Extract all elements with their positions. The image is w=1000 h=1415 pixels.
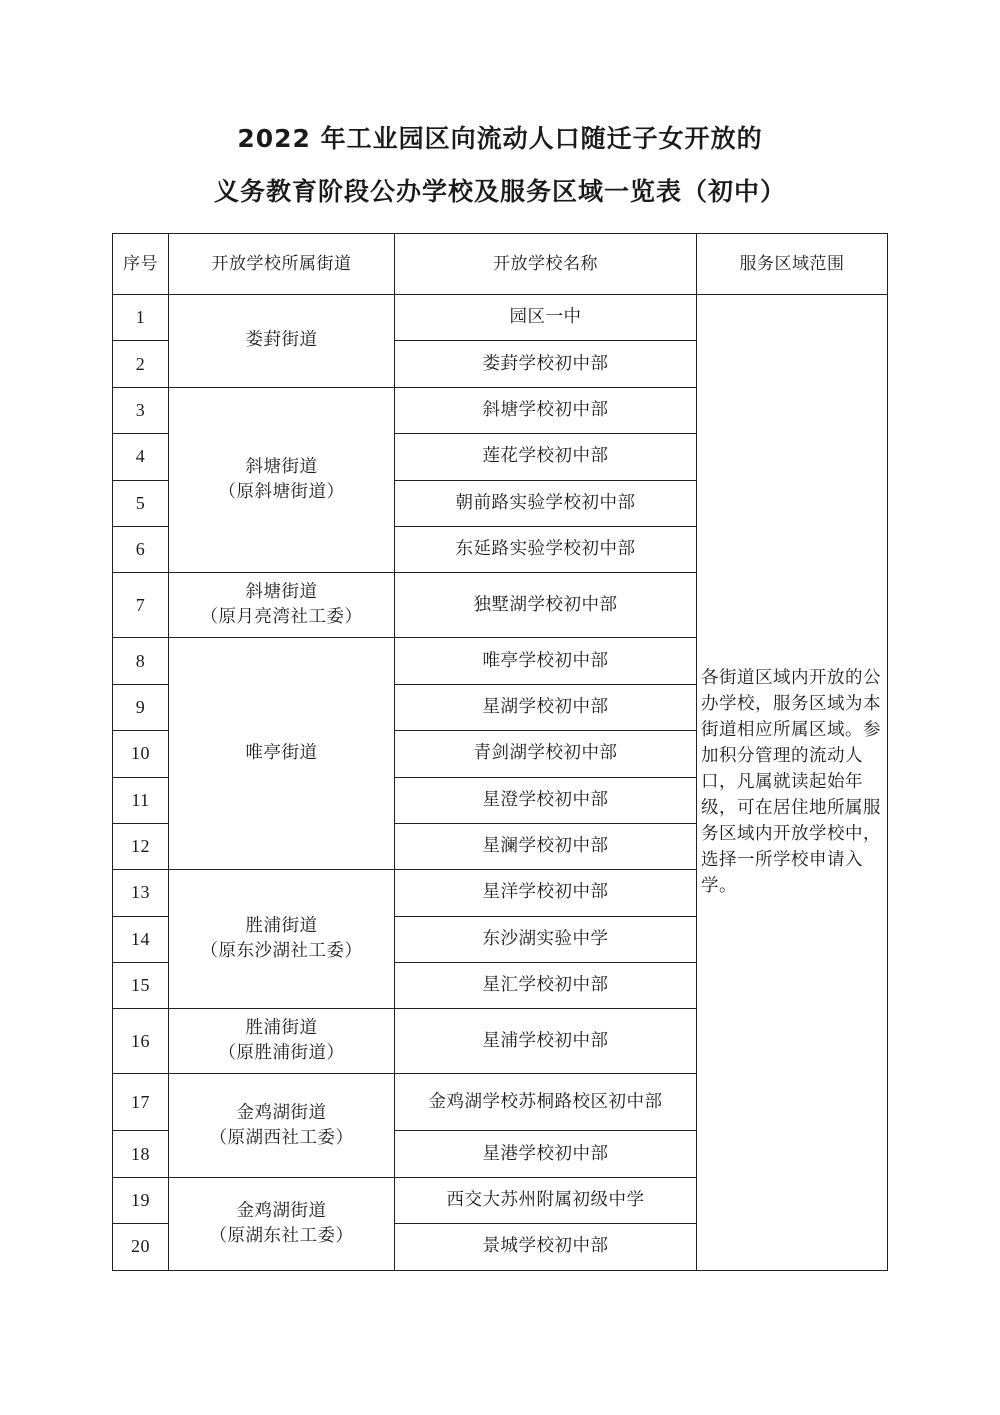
row-number: 17 xyxy=(113,1074,169,1131)
table-header-row xyxy=(113,234,888,295)
row-number: 3 xyxy=(113,387,169,433)
street-cell xyxy=(169,295,395,388)
header-service: 服务区域范围 xyxy=(697,234,888,295)
school-name: 朝前路实验学校初中部 xyxy=(395,480,697,526)
school-name: 星浦学校初中部 xyxy=(395,1009,697,1074)
row-number: 1 xyxy=(113,295,169,341)
row-number: 12 xyxy=(113,823,169,869)
school-name: 莲花学校初中部 xyxy=(395,434,697,480)
school-table xyxy=(112,233,888,1271)
school-name: 青剑湖学校初中部 xyxy=(395,731,697,777)
row-number: 13 xyxy=(113,870,169,916)
row-number: 19 xyxy=(113,1177,169,1223)
row-number: 2 xyxy=(113,341,169,387)
street-cell xyxy=(169,638,395,870)
school-name: 星汇学校初中部 xyxy=(395,963,697,1009)
street-cell xyxy=(169,573,395,638)
street-cell xyxy=(169,1009,395,1074)
street-name: 斜塘街道 xyxy=(245,457,318,478)
row-number: 7 xyxy=(113,573,169,638)
street-name: 胜浦街道 xyxy=(245,916,318,937)
row-number: 6 xyxy=(113,526,169,572)
header-seq: 序号 xyxy=(113,234,169,295)
row-number: 20 xyxy=(113,1224,169,1270)
street-note: （原湖西社工委） xyxy=(209,1127,354,1148)
street-note: （原胜浦街道） xyxy=(218,1043,345,1064)
street-note: （原湖东社工委） xyxy=(209,1225,354,1246)
row-number: 8 xyxy=(113,638,169,684)
street-note: （原月亮湾社工委） xyxy=(200,607,363,628)
street-name: 金鸡湖街道 xyxy=(236,1200,327,1221)
school-name: 东沙湖实验中学 xyxy=(395,916,697,962)
street-note: （原斜塘街道） xyxy=(218,482,345,503)
street-name: 胜浦街道 xyxy=(245,1018,318,1039)
street-cell xyxy=(169,870,395,1009)
service-area-description: 各街道区域内开放的公办学校，服务区域为本街道相应所属区域。参加积分管理的流动人口，凡属就读起始年级，可在居住地所属服务区域内开放学校中，选择一所学校申请入学。 xyxy=(697,295,888,1271)
school-name: 东延路实验学校初中部 xyxy=(395,526,697,572)
row-number: 15 xyxy=(113,963,169,1009)
row-number: 18 xyxy=(113,1131,169,1177)
document-title-line-1: 2022 年工业园区向流动人口随迁子女开放的 xyxy=(237,124,763,153)
street-name: 娄葑街道 xyxy=(245,330,318,351)
school-name: 斜塘学校初中部 xyxy=(395,387,697,433)
school-name: 独墅湖学校初中部 xyxy=(395,573,697,638)
school-name: 西交大苏州附属初级中学 xyxy=(395,1177,697,1223)
school-name: 唯亭学校初中部 xyxy=(395,638,697,684)
row-number: 4 xyxy=(113,434,169,480)
row-number: 10 xyxy=(113,731,169,777)
school-name: 星澄学校初中部 xyxy=(395,777,697,823)
school-name: 金鸡湖学校苏桐路校区初中部 xyxy=(395,1074,697,1131)
row-number: 5 xyxy=(113,480,169,526)
street-cell xyxy=(169,387,395,573)
header-school: 开放学校名称 xyxy=(395,234,697,295)
school-name: 娄葑学校初中部 xyxy=(395,341,697,387)
street-name: 唯亭街道 xyxy=(245,743,318,764)
street-cell xyxy=(169,1074,395,1177)
street-cell xyxy=(169,1177,395,1270)
document-title-line-2: 义务教育阶段公办学校及服务区域一览表（初中） xyxy=(213,177,786,206)
street-name: 斜塘街道 xyxy=(245,582,318,603)
school-name: 星洋学校初中部 xyxy=(395,870,697,916)
street-note: （原东沙湖社工委） xyxy=(200,941,363,962)
school-name: 园区一中 xyxy=(395,295,697,341)
school-name: 景城学校初中部 xyxy=(395,1224,697,1270)
row-number: 14 xyxy=(113,916,169,962)
school-name: 星澜学校初中部 xyxy=(395,823,697,869)
header-street: 开放学校所属街道 xyxy=(169,234,395,295)
school-name: 星港学校初中部 xyxy=(395,1131,697,1177)
row-number: 9 xyxy=(113,684,169,730)
row-number: 16 xyxy=(113,1009,169,1074)
school-name: 星湖学校初中部 xyxy=(395,684,697,730)
table-row xyxy=(113,295,888,341)
street-name: 金鸡湖街道 xyxy=(236,1102,327,1123)
row-number: 11 xyxy=(113,777,169,823)
